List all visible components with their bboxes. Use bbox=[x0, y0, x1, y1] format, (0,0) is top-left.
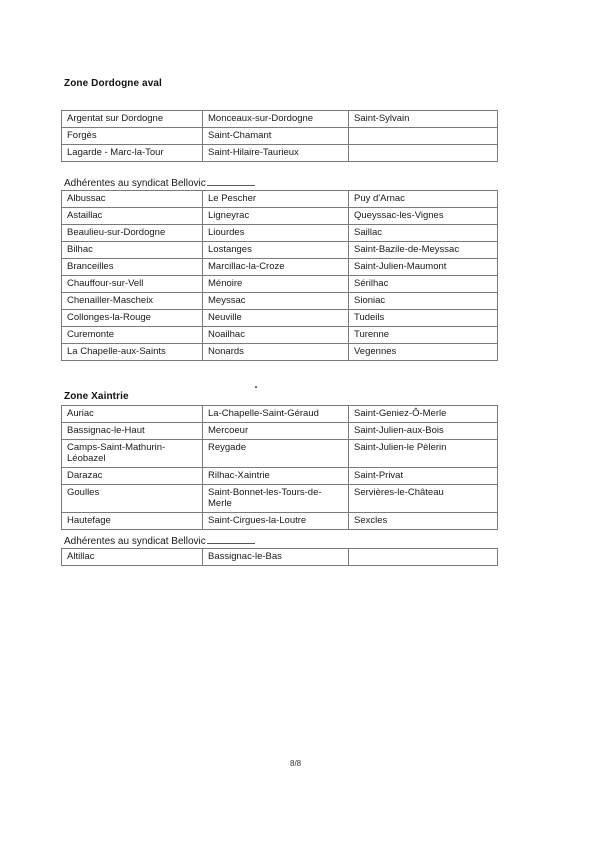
page-number: 8/8 bbox=[290, 759, 302, 768]
table-cell: Goulles bbox=[62, 485, 203, 513]
table-cell: Marcillac-la-Croze bbox=[203, 259, 349, 276]
table-cell: Branceilles bbox=[62, 259, 203, 276]
section-title-xaintrie: Zone Xaintrie bbox=[64, 391, 129, 402]
table-cell: Mercoeur bbox=[203, 423, 349, 440]
table-cell: Saint-Bonnet-les-Tours-de-Merle bbox=[203, 485, 349, 513]
table-row bbox=[62, 145, 498, 162]
table-cell: Turenne bbox=[349, 327, 498, 344]
table-dordogne bbox=[61, 110, 498, 162]
table-cell: Bassignac-le-Haut bbox=[62, 423, 203, 440]
table-row bbox=[62, 513, 498, 530]
table-cell: Astaillac bbox=[62, 208, 203, 225]
table-row bbox=[62, 128, 498, 145]
table-cell: Saint-Julien-le Pèlerin bbox=[349, 440, 498, 468]
table-row bbox=[62, 406, 498, 423]
table-cell: Darazac bbox=[62, 468, 203, 485]
table-cell: Bilhac bbox=[62, 242, 203, 259]
adherentes-title-text: Adhérentes au syndicat Bellovic bbox=[64, 536, 206, 547]
table-xaintrie-adherentes bbox=[61, 548, 498, 566]
table-cell: Argentat sur Dordogne bbox=[62, 111, 203, 128]
table-body bbox=[62, 191, 498, 361]
table-cell: Hautefage bbox=[62, 513, 203, 530]
table-cell: Curemonte bbox=[62, 327, 203, 344]
table-cell: Noailhac bbox=[203, 327, 349, 344]
table-cell: Lostanges bbox=[203, 242, 349, 259]
table-row bbox=[62, 111, 498, 128]
table-cell bbox=[349, 128, 498, 145]
table-body bbox=[62, 406, 498, 530]
table-cell: Vegennes bbox=[349, 344, 498, 361]
table-cell: Queyssac-les-Vignes bbox=[349, 208, 498, 225]
table-body bbox=[62, 549, 498, 566]
table-cell: Le Pescher bbox=[203, 191, 349, 208]
table-cell: Saint-Julien-Maumont bbox=[349, 259, 498, 276]
table-cell: Sexcles bbox=[349, 513, 498, 530]
table-cell: La Chapelle-aux-Saints bbox=[62, 344, 203, 361]
table-cell: Albussac bbox=[62, 191, 203, 208]
table-cell: Saillac bbox=[349, 225, 498, 242]
table-cell: Monceaux-sur-Dordogne bbox=[203, 111, 349, 128]
section-title-dordogne: Zone Dordogne aval bbox=[64, 78, 162, 89]
table-dordogne-adherentes bbox=[61, 190, 498, 361]
table-cell: Chauffour-sur-Vell bbox=[62, 276, 203, 293]
table-cell bbox=[349, 145, 498, 162]
table-cell: Saint-Cirgues-la-Loutre bbox=[203, 513, 349, 530]
table-cell: Reygade bbox=[203, 440, 349, 468]
table-xaintrie bbox=[61, 405, 498, 530]
table-row bbox=[62, 276, 498, 293]
table-cell: Meyssac bbox=[203, 293, 349, 310]
table-cell: Ménoire bbox=[203, 276, 349, 293]
table-cell: Forgès bbox=[62, 128, 203, 145]
table-cell: La-Chapelle-Saint-Géraud bbox=[203, 406, 349, 423]
table-cell: Beaulieu-sur-Dordogne bbox=[62, 225, 203, 242]
table-cell: Nonards bbox=[203, 344, 349, 361]
table-row bbox=[62, 485, 498, 513]
table-row bbox=[62, 327, 498, 344]
table-row bbox=[62, 191, 498, 208]
table-row bbox=[62, 440, 498, 468]
table-row bbox=[62, 423, 498, 440]
table-cell: Puy d'Arnac bbox=[349, 191, 498, 208]
table-cell: Saint-Chamant bbox=[203, 128, 349, 145]
adherentes-title-xaintrie bbox=[64, 536, 255, 547]
table-cell: Chenailler-Mascheix bbox=[62, 293, 203, 310]
table-row bbox=[62, 208, 498, 225]
table-cell: Tudeils bbox=[349, 310, 498, 327]
table-cell: Saint-Sylvain bbox=[349, 111, 498, 128]
table-cell: Altillac bbox=[62, 549, 203, 566]
table-cell: Sioniac bbox=[349, 293, 498, 310]
table-cell: Camps-Saint-Mathurin-Léobazel bbox=[62, 440, 203, 468]
table-cell: Lagarde - Marc-la-Tour bbox=[62, 145, 203, 162]
table-cell: Collonges-la-Rouge bbox=[62, 310, 203, 327]
table-cell: Rilhac-Xaintrie bbox=[203, 468, 349, 485]
table-cell: Auriac bbox=[62, 406, 203, 423]
table-row bbox=[62, 468, 498, 485]
table-row bbox=[62, 293, 498, 310]
adherentes-title-text: Adhérentes au syndicat Bellovic bbox=[64, 178, 206, 189]
table-cell: Ligneyrac bbox=[203, 208, 349, 225]
table-row bbox=[62, 225, 498, 242]
table-cell: Bassignac-le-Bas bbox=[203, 549, 349, 566]
table-cell: Liourdes bbox=[203, 225, 349, 242]
table-row bbox=[62, 549, 498, 566]
table-cell: Neuville bbox=[203, 310, 349, 327]
table-cell: Sérilhac bbox=[349, 276, 498, 293]
underline-rule bbox=[207, 543, 255, 544]
table-row bbox=[62, 310, 498, 327]
table-row bbox=[62, 242, 498, 259]
adherentes-title-dordogne bbox=[64, 178, 255, 189]
table-cell: Saint-Julien-aux-Bois bbox=[349, 423, 498, 440]
table-cell: Saint-Privat bbox=[349, 468, 498, 485]
table-row bbox=[62, 259, 498, 276]
scan-speck bbox=[255, 386, 257, 388]
table-cell bbox=[349, 549, 498, 566]
table-cell: Saint-Hilaire-Taurieux bbox=[203, 145, 349, 162]
table-body bbox=[62, 111, 498, 162]
table-cell: Saint-Geniez-Ô-Merle bbox=[349, 406, 498, 423]
table-cell: Servières-le-Château bbox=[349, 485, 498, 513]
table-cell: Saint-Bazile-de-Meyssac bbox=[349, 242, 498, 259]
underline-rule bbox=[207, 185, 255, 186]
table-row bbox=[62, 344, 498, 361]
